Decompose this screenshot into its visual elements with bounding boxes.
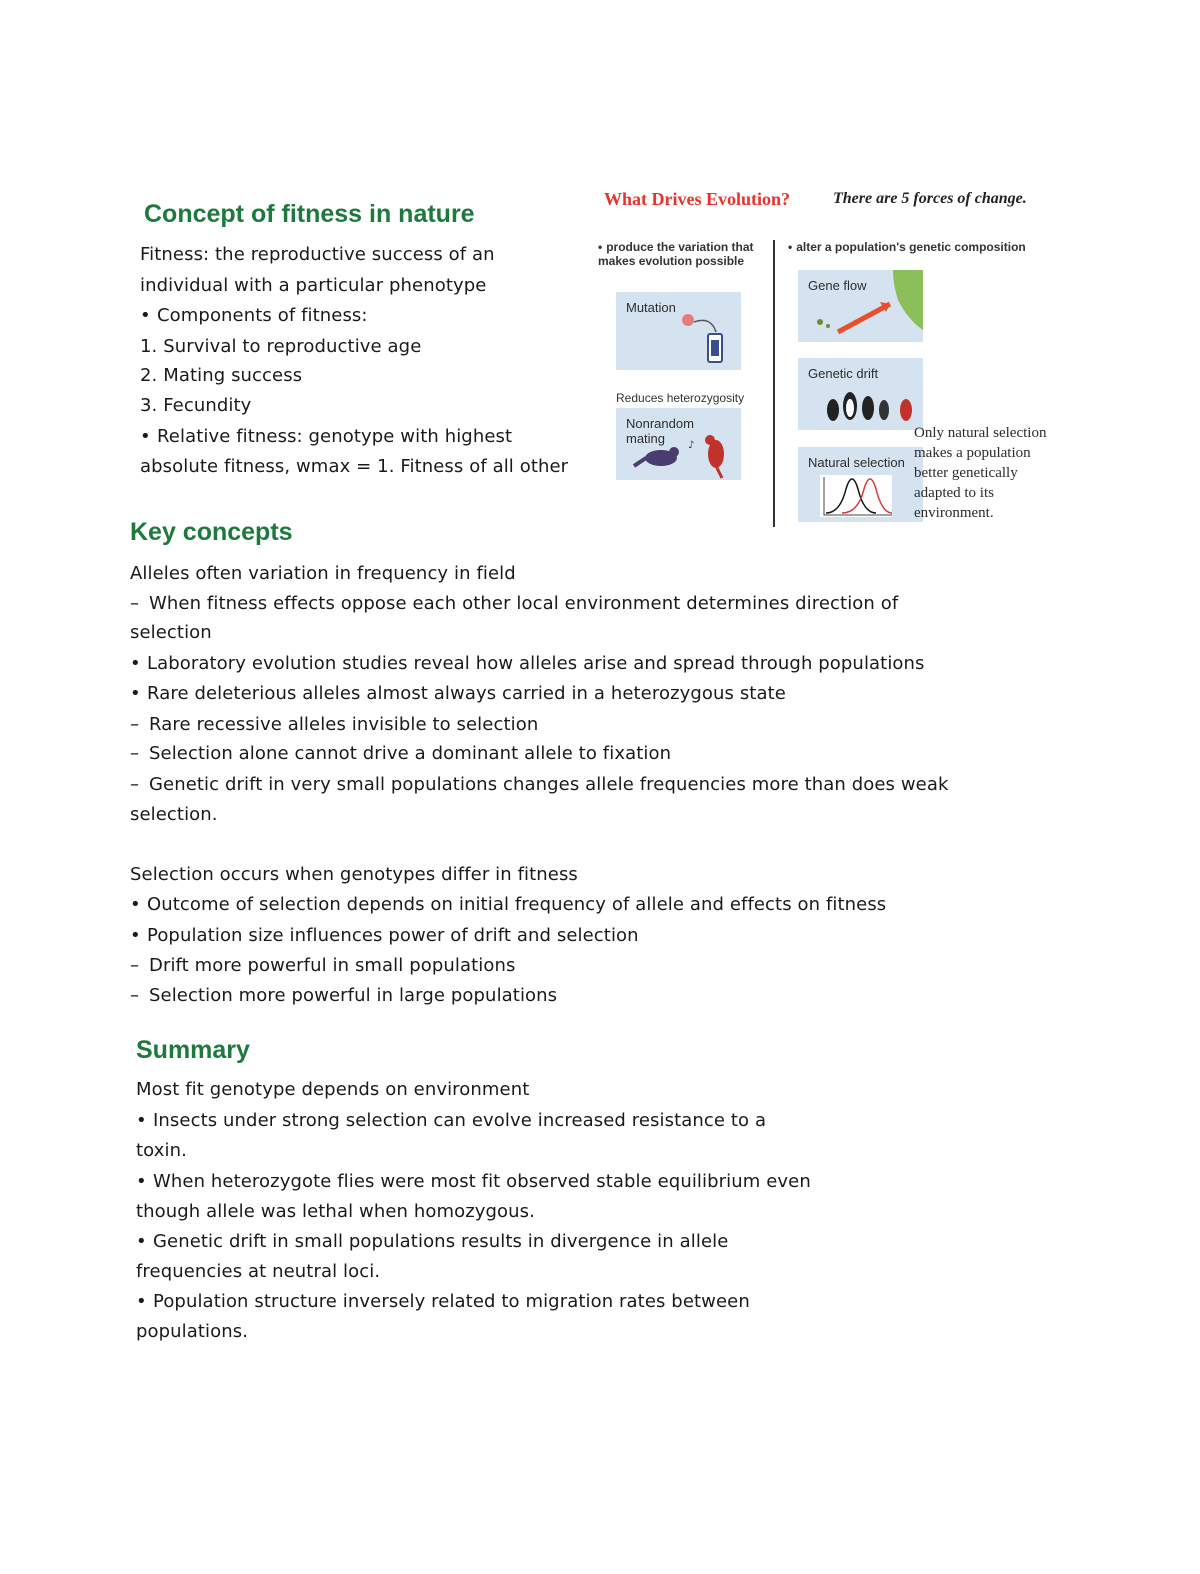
figure-note: Only natural selection makes a population better genetically adapted to its environment. bbox=[914, 425, 1047, 521]
natural-selection-label: Natural selection bbox=[808, 455, 905, 470]
fitness-line: 2. Mating success bbox=[140, 365, 303, 386]
fitness-bullet: •Relative fitness: genotype with highest bbox=[140, 428, 512, 446]
summary-bullet: •Population structure inversely related to migration rates between bbox=[136, 1293, 750, 1311]
figure-title: What Drives Evolution? bbox=[604, 189, 791, 209]
summary-line: toxin. bbox=[136, 1140, 187, 1161]
summary-bullet: •When heterozygote flies were most fit observed stable equilibrium even bbox=[136, 1173, 811, 1191]
natural-selection-panel bbox=[798, 447, 923, 522]
figure-right-heading: • alter a population's genetic composition bbox=[788, 240, 1026, 254]
gene-flow-illustration bbox=[798, 270, 923, 342]
key-dash: –Genetic drift in very small populations changes allele frequencies more than does weak bbox=[130, 776, 948, 794]
figure-left-heading: • produce the variation that makes evolution possible bbox=[598, 240, 754, 268]
nonrandom-label: Nonrandom mating bbox=[626, 416, 694, 446]
fitness-line: 1. Survival to reproductive age bbox=[140, 336, 422, 357]
bullet-marker bbox=[130, 685, 147, 703]
mutation-panel bbox=[616, 292, 741, 370]
key-line: selection bbox=[130, 622, 212, 643]
bullet-marker bbox=[136, 1233, 153, 1251]
key-line: selection. bbox=[130, 804, 218, 825]
key-bullet: •Outcome of selection depends on initial frequency of allele and effects on fitness bbox=[130, 896, 886, 914]
svg-text:♪: ♪ bbox=[688, 440, 695, 451]
key-dash: –Selection alone cannot drive a dominant allele to fixation bbox=[130, 745, 671, 763]
summary-line: Most fit genotype depends on environment bbox=[136, 1079, 530, 1100]
bullet-marker bbox=[130, 927, 147, 945]
summary-line: frequencies at neutral loci. bbox=[136, 1261, 381, 1282]
bullet-marker bbox=[136, 1112, 153, 1130]
dash-marker bbox=[130, 776, 149, 794]
bullet-marker bbox=[136, 1293, 153, 1311]
summary-line: populations. bbox=[136, 1321, 249, 1342]
dash-marker bbox=[130, 957, 149, 975]
evolution-forces-figure bbox=[588, 180, 1078, 535]
fitness-bullet: •Components of fitness: bbox=[140, 307, 368, 325]
penguins-illustration bbox=[798, 358, 923, 430]
gene-flow-label: Gene flow bbox=[808, 278, 867, 293]
mutation-illustration bbox=[616, 292, 741, 370]
key-dash: –When fitness effects oppose each other local environment determines direction of bbox=[130, 595, 898, 613]
key-bullet: •Population size influences power of drift and selection bbox=[130, 927, 639, 945]
summary-bullet: •Insects under strong selection can evolve increased resistance to a bbox=[136, 1112, 766, 1130]
bullet-marker bbox=[140, 307, 157, 325]
fitness-line: Fitness: the reproductive success of an bbox=[140, 244, 495, 265]
summary-bullet: •Genetic drift in small populations results in divergence in allele bbox=[136, 1233, 728, 1251]
fitness-line: 3. Fecundity bbox=[140, 395, 252, 416]
fitness-heading: Concept of fitness in nature bbox=[144, 200, 475, 228]
dash-marker bbox=[130, 745, 149, 763]
genetic-drift-panel bbox=[798, 358, 923, 430]
mutation-label: Mutation bbox=[626, 300, 676, 315]
summary-line: though allele was lethal when homozygous. bbox=[136, 1201, 535, 1222]
figure-subtitle: There are 5 forces of change. bbox=[833, 190, 1027, 207]
key-bullet: •Rare deleterious alleles almost always carried in a heterozygous state bbox=[130, 685, 786, 703]
genetic-drift-label: Genetic drift bbox=[808, 366, 879, 381]
key-dash: –Rare recessive alleles invisible to selection bbox=[130, 716, 538, 734]
dash-marker bbox=[130, 716, 149, 734]
selection-curves-illustration bbox=[798, 447, 923, 522]
figure-divider bbox=[773, 240, 775, 527]
reduces-label: Reduces heterozygosity bbox=[616, 391, 745, 405]
fitness-line: absolute fitness, wmax = 1. Fitness of all other bbox=[140, 456, 569, 477]
key-concepts-heading: Key concepts bbox=[130, 518, 293, 546]
dash-marker bbox=[130, 987, 149, 1005]
fitness-line: individual with a particular phenotype bbox=[140, 275, 487, 296]
bullet-marker bbox=[130, 655, 147, 673]
key-line: Selection occurs when genotypes differ in fitness bbox=[130, 864, 578, 885]
nonrandom-mating-panel bbox=[616, 408, 741, 480]
bullet-marker bbox=[136, 1173, 153, 1191]
key-dash: –Drift more powerful in small populations bbox=[130, 957, 515, 975]
key-line: Alleles often variation in frequency in field bbox=[130, 563, 516, 584]
gene-flow-panel bbox=[798, 270, 923, 342]
bullet-marker bbox=[140, 428, 157, 446]
key-dash: –Selection more powerful in large populations bbox=[130, 987, 557, 1005]
dash-marker bbox=[130, 595, 149, 613]
summary-heading: Summary bbox=[136, 1036, 250, 1064]
key-bullet: •Laboratory evolution studies reveal how alleles arise and spread through populations bbox=[130, 655, 925, 673]
bullet-marker bbox=[130, 896, 147, 914]
birds-illustration bbox=[616, 408, 741, 480]
